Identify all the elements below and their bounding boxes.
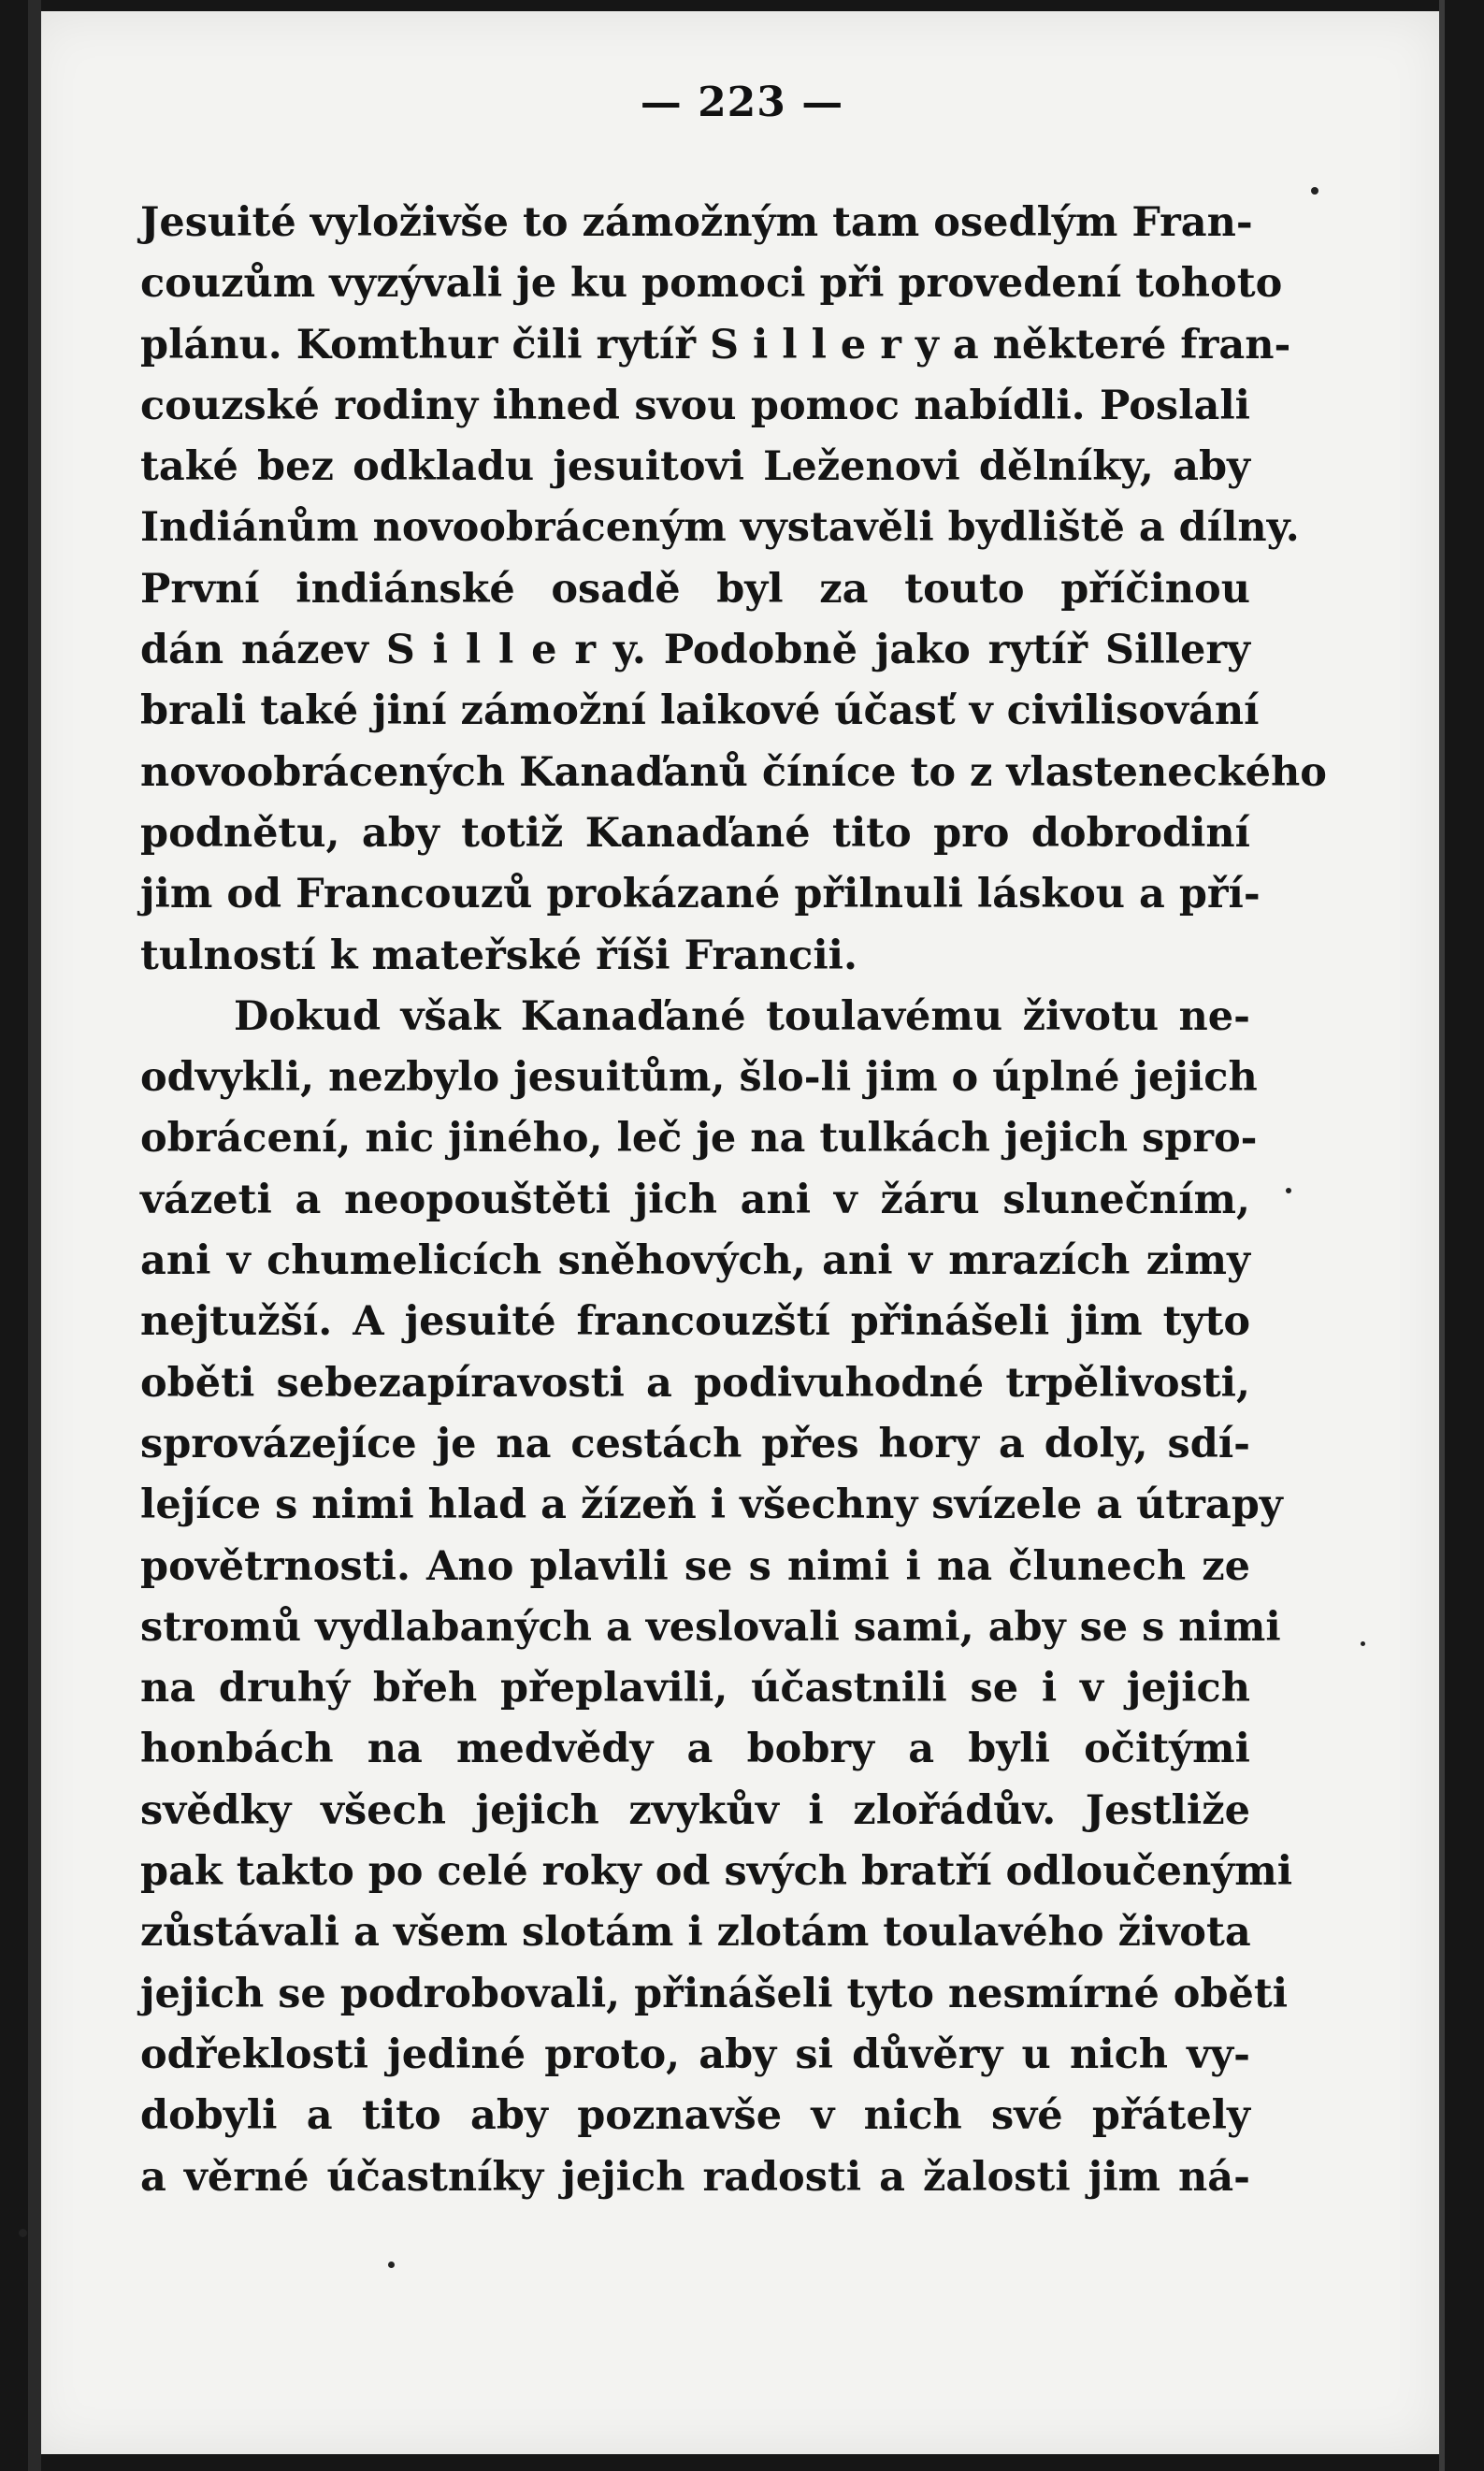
text-line: oběti sebezapíravosti a podivuhodné trpělivosti, bbox=[140, 1359, 1250, 1407]
text-line: plánu. Komthur čili rytíř S i l l e r y a některé fran- bbox=[140, 321, 1291, 368]
text-line: podnětu, aby totiž Kanaďané tito pro dobrodiní bbox=[140, 809, 1250, 857]
text-line: První indiánské osadě byl za touto příčinou bbox=[140, 565, 1250, 613]
text-line: ani v chumelicích sněhových, ani v mrazích zimy bbox=[140, 1237, 1250, 1285]
text-line: vázeti a neopouštěti jich ani v žáru slunečním, bbox=[140, 1176, 1250, 1223]
text-line: obrácení, nic jiného, leč je na tulkách jejich spro- bbox=[140, 1115, 1258, 1163]
text-line: jejich se podrobovali, přinášeli tyto nesmírné oběti bbox=[140, 1970, 1289, 2017]
text-line: stromů vydlabaných a veslovali sami, aby se s nimi bbox=[140, 1603, 1281, 1651]
paragraph-start-line: Dokud však Kanaďané toulavému životu ne- bbox=[234, 992, 1250, 1040]
text-line: na druhý břeh přeplavili, účastnili se i v jejich bbox=[140, 1665, 1250, 1712]
text-line: brali také jiní zámožní laikové účasť v civilisování bbox=[140, 687, 1260, 735]
text-line: Jesuité vyloživše to zámožným tam osedlým Fran- bbox=[140, 199, 1253, 246]
text-line: couzům vyzývali je ku pomoci při provedení tohoto bbox=[140, 260, 1283, 308]
text-line: novoobrácených Kanaďanů číníce to z vlasteneckého bbox=[140, 748, 1327, 796]
scan-speck bbox=[388, 2261, 395, 2268]
page-right-edge bbox=[1439, 0, 1445, 2471]
text-line: odřeklosti jediné proto, aby si důvěry u nich vy- bbox=[140, 2030, 1250, 2078]
text-line: sprovázejíce je na cestách přes hory a doly, sdí- bbox=[140, 1420, 1250, 1467]
scan-speck bbox=[1311, 187, 1318, 195]
text-line: nejtužší. A jesuité francouzští přinášeli jim tyto bbox=[140, 1298, 1250, 1346]
text-line: Indiánům novoobráceným vystavěli bydliště a dílny. bbox=[140, 504, 1300, 552]
text-line: dán název S i l l e r y. Podobně jako rytíř Sillery bbox=[140, 627, 1250, 674]
scan-speck bbox=[1286, 1188, 1291, 1193]
text-line: honbách na medvědy a bobry a byli očitými bbox=[140, 1726, 1250, 1773]
page-number: — 223 — bbox=[640, 79, 844, 126]
text-line: také bez odkladu jesuitovi Leženovi dělníky, aby bbox=[140, 443, 1250, 491]
page-binding-edge bbox=[28, 0, 41, 2471]
text-line: odvykli, nezbylo jesuitům, šlo-li jim o úplné jejich bbox=[140, 1054, 1258, 1102]
text-line: povětrnosti. Ano plavili se s nimi i na člunech ze bbox=[140, 1542, 1250, 1590]
text-line: jim od Francouzů prokázané přilnuli láskou a pří- bbox=[140, 871, 1261, 918]
body-text bbox=[140, 193, 1327, 2208]
paragraph-end-line: tulností k mateřské říši Francii. bbox=[140, 932, 857, 979]
text-line: couzské rodiny ihned svou pomoc nabídli. Poslali bbox=[140, 382, 1250, 429]
text-line: lejíce s nimi hlad a žízeň i všechny svízele a útrapy bbox=[140, 1481, 1283, 1529]
text-line: svědky všech jejich zvykův i zlořádův. Jestliže bbox=[140, 1786, 1250, 1834]
scan-speck bbox=[1361, 1641, 1365, 1646]
text-line: a věrné účastníky jejich radosti a žalosti jim ná- bbox=[140, 2153, 1250, 2201]
text-line: dobyli a tito aby poznavše v nich své přátely bbox=[140, 2092, 1250, 2140]
text-line: zůstávali a všem slotám i zlotám toulavého života bbox=[140, 1909, 1251, 1957]
text-line: pak takto po celé roky od svých bratří odloučenými bbox=[140, 1848, 1293, 1896]
scan-speck bbox=[19, 2229, 27, 2237]
